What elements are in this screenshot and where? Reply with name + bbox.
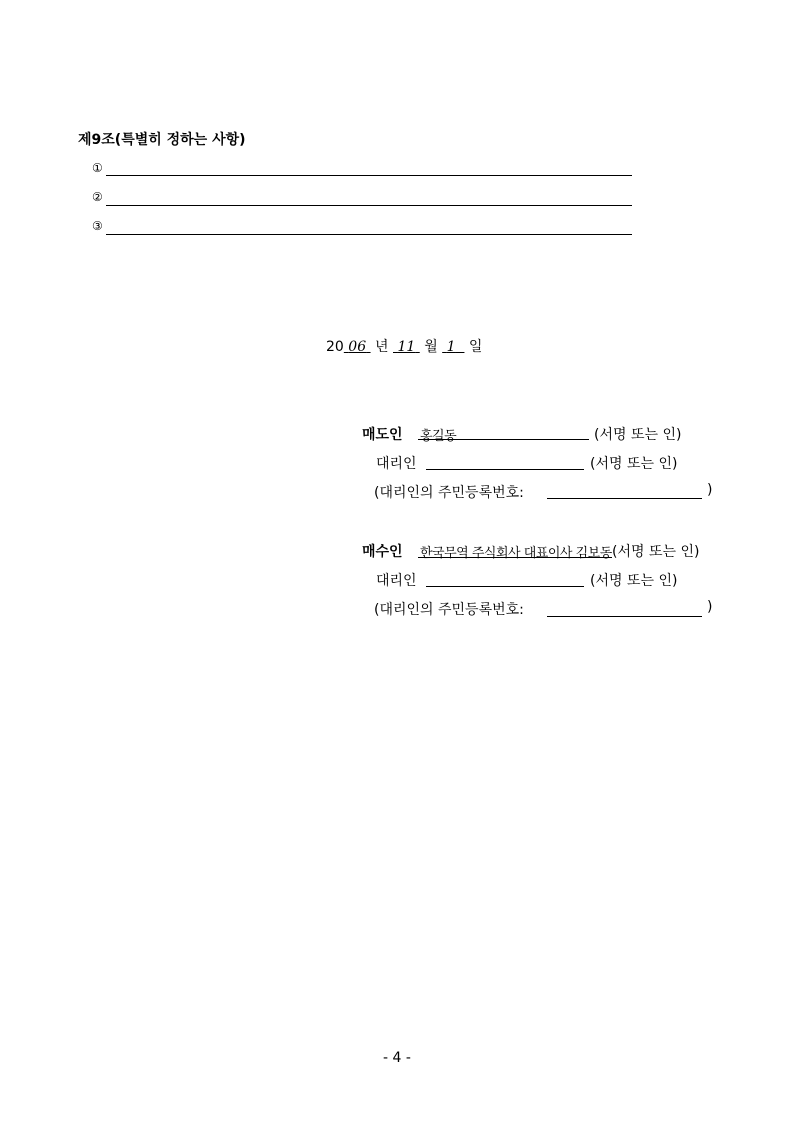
year-written: 06 bbox=[348, 339, 367, 355]
buyer-sign-note: (서명 또는 인) bbox=[612, 544, 700, 560]
seller-agent-label: 대리인 bbox=[376, 456, 417, 472]
article-title: 제9조(특별히 정하는 사항) bbox=[78, 132, 246, 148]
day-written: 1 bbox=[446, 339, 456, 355]
seller-agent-id-line bbox=[547, 498, 702, 499]
buyer-agent-sign-note: (서명 또는 인) bbox=[590, 573, 678, 589]
buyer-sign-line bbox=[418, 557, 612, 558]
year-prefix: 20 bbox=[326, 339, 344, 355]
item-line-3 bbox=[106, 234, 632, 235]
buyer-agent-id-label: (대리인의 주민등록번호: bbox=[374, 602, 524, 618]
item-number-1: ① bbox=[92, 161, 103, 175]
seller-agent-id-close: ) bbox=[707, 482, 713, 498]
day-label: 일 bbox=[468, 339, 483, 355]
item-line-2 bbox=[106, 205, 632, 206]
buyer-agent-label: 대리인 bbox=[376, 573, 417, 589]
buyer-name: 한국무역 주식회사 대표이사 김보동 bbox=[420, 546, 612, 561]
seller-name: 홍길동 bbox=[420, 429, 457, 444]
contract-date bbox=[326, 336, 482, 356]
seller-sign-note: (서명 또는 인) bbox=[594, 427, 682, 443]
year-label: 년 bbox=[375, 339, 389, 355]
item-line-1 bbox=[106, 175, 632, 176]
seller-sign-line bbox=[418, 439, 589, 440]
buyer-label: 매수인 bbox=[362, 544, 403, 560]
seller-label: 매도인 bbox=[362, 427, 403, 443]
item-number-2: ② bbox=[92, 190, 103, 204]
seller-agent-id-label: (대리인의 주민등록번호: bbox=[374, 485, 524, 501]
month-written: 11 bbox=[397, 339, 416, 355]
buyer-agent-line bbox=[426, 586, 584, 587]
item-number-3: ③ bbox=[92, 219, 103, 233]
seller-agent-line bbox=[426, 469, 584, 470]
seller-agent-sign-note: (서명 또는 인) bbox=[590, 456, 678, 472]
buyer-agent-id-line bbox=[547, 616, 702, 617]
page-number: - 4 - bbox=[383, 1050, 411, 1066]
buyer-agent-id-close: ) bbox=[707, 599, 713, 615]
month-label: 월 bbox=[424, 339, 438, 355]
